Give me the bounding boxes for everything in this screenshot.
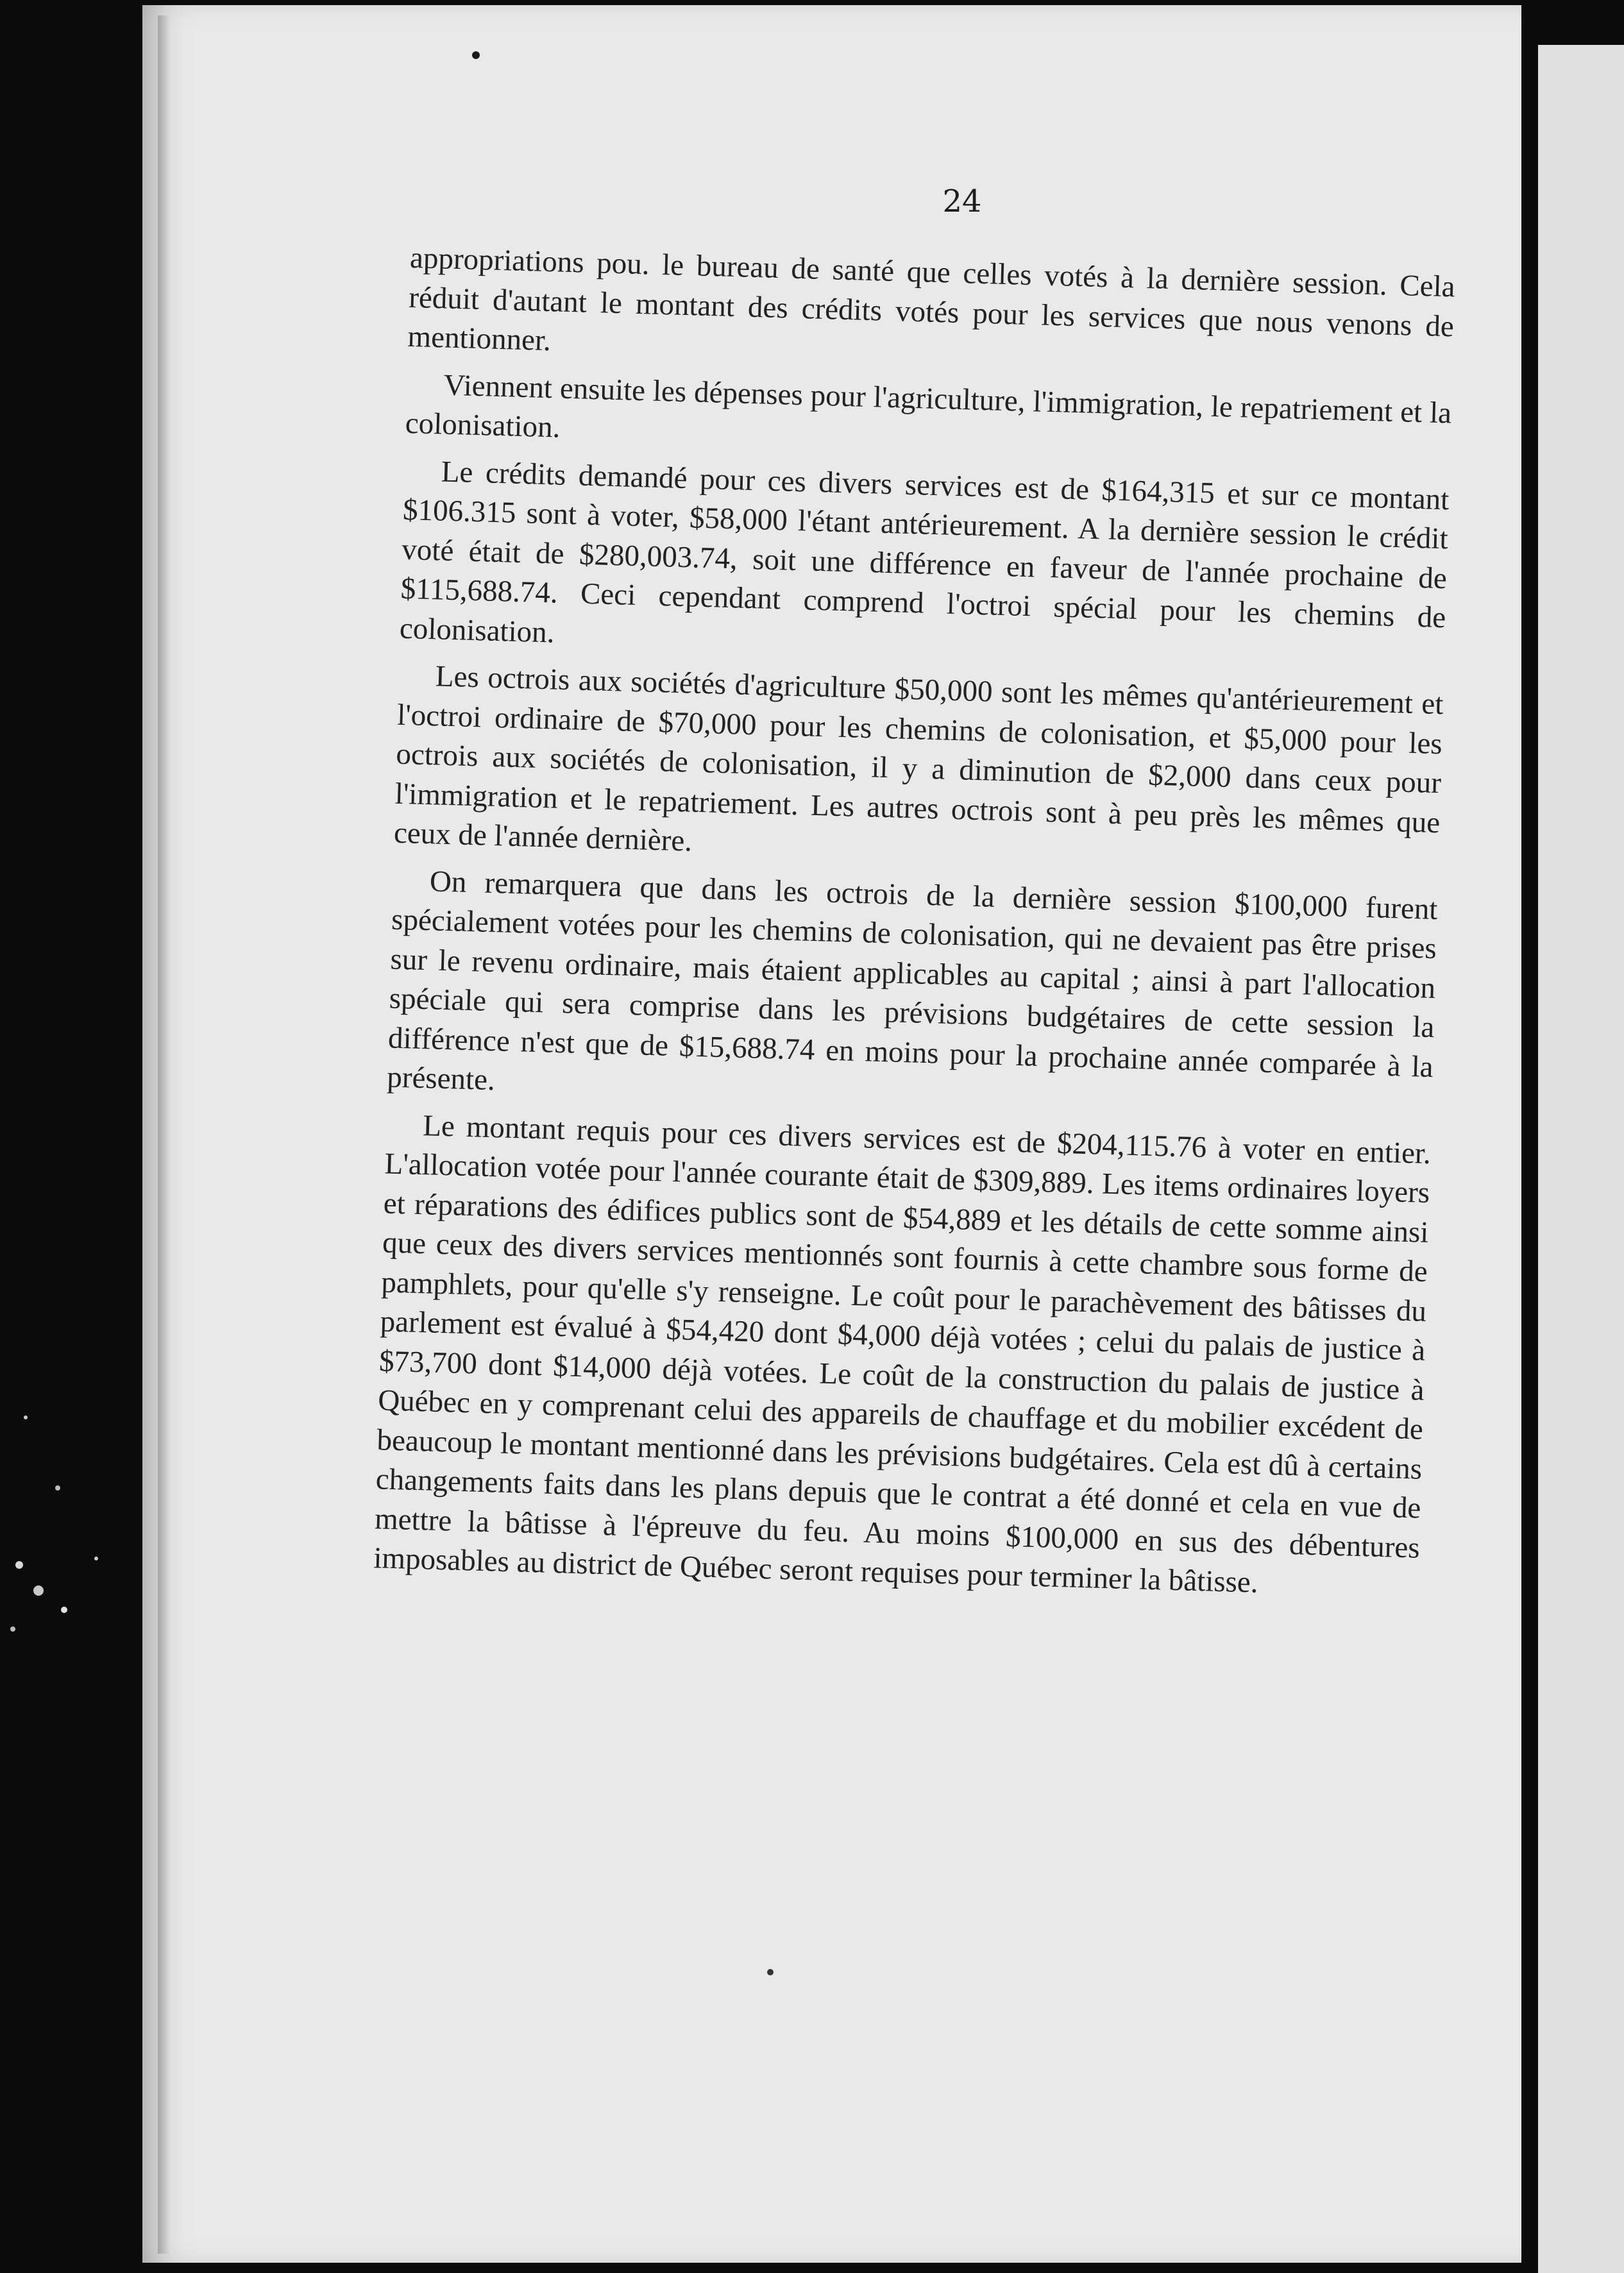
paragraph: Les octrois aux sociétés d'agriculture $50,000 sont les mêmes qu'antérieurement et l'octroi ordinaire de $70,000 pour les chemins de colonisation, et $5,000 pour les octrois aux sociétés de colonisation, il y a diminution de $2,000 dans ceux pour l'immigration et le repatriement. Les autres octrois sont à peu près les mêmes que ceux de l'année dernière. xyxy=(393,659,1444,858)
page-number: 24 xyxy=(942,183,982,219)
right-page-edge xyxy=(1538,45,1624,2273)
paragraph: Le crédits demandé pour ces divers services est de $164,315 et sur ce montant $106.315 sont à voter, $58,000 l'étant antérieurement. A la dernière session le crédit voté était de $280,003.74, soit une différence en faveur de l'année prochaine de $115,688.74. Ceci cependant comprend l'octroi spécial pour les chemins de colonisation. xyxy=(399,454,1450,649)
paragraph: Le montant requis pour ces divers services est de $204,115.76 à voter en entier. L'allocation votée pour l'année courante était de $309,889. Les items ordinaires loyers et réparations des édifices publics sont de $54,889 et les détails de cette somme ainsi que ceux des divers services mentionnés sont fournis à cette chambre sous forme de pamphlets, pour qu'elle s'y renseigne. Le coût pour le parachèvement des bâtisses du parlement est évalué à $54,420 dont $4,000 déjà votées ; celui du palais de justice à $73,700 dont $14,000 déjà votées. Le coût de la construction du palais de justice à Québec en y comprenant celui des appareils de chauffage et du mobilier excédent de beaucoup le montant mentionné dans les prévisions budgétaires. Cela est dû à certains changements faits dans les plans depuis que le contrat a été donné et cela en vue de mettre la bâtisse à l'épreuve du feu. Au moins $100,000 en sus des débentures imposables au district de Québec seront requises pour terminer la bâtisse. xyxy=(373,1108,1432,1600)
page-binding-edge xyxy=(158,15,169,2254)
ink-speck xyxy=(767,1969,774,1975)
paragraph: appropriations pou. le bureau de santé que celles votés à la dernière session. Cela réduit d'autant le montant des crédits votés pour les services que nous venons de mentionner. xyxy=(407,241,1456,358)
page-gutter xyxy=(1521,0,1538,2273)
paragraph: Viennent ensuite les dépenses pour l'agriculture, l'immigration, le repatriement et la colonisation. xyxy=(405,368,1452,444)
paragraph: On remarquera que dans les octrois de la dernière session $100,000 furent spécialement votées pour les chemins de colonisation, qui ne devaient pas être prises sur le revenu ordinaire, mais étaient applicables au capital ; ainsi à part l'allocation spéciale qui sera comprise dans les prévisions budgétaires de cette session la différence n'est que de $15,688.74 en moins pour la prochaine année comparée à la présente. xyxy=(386,864,1439,1097)
ink-speck xyxy=(472,51,480,59)
scan-noise xyxy=(0,1398,128,1668)
body-text xyxy=(373,239,1455,1615)
